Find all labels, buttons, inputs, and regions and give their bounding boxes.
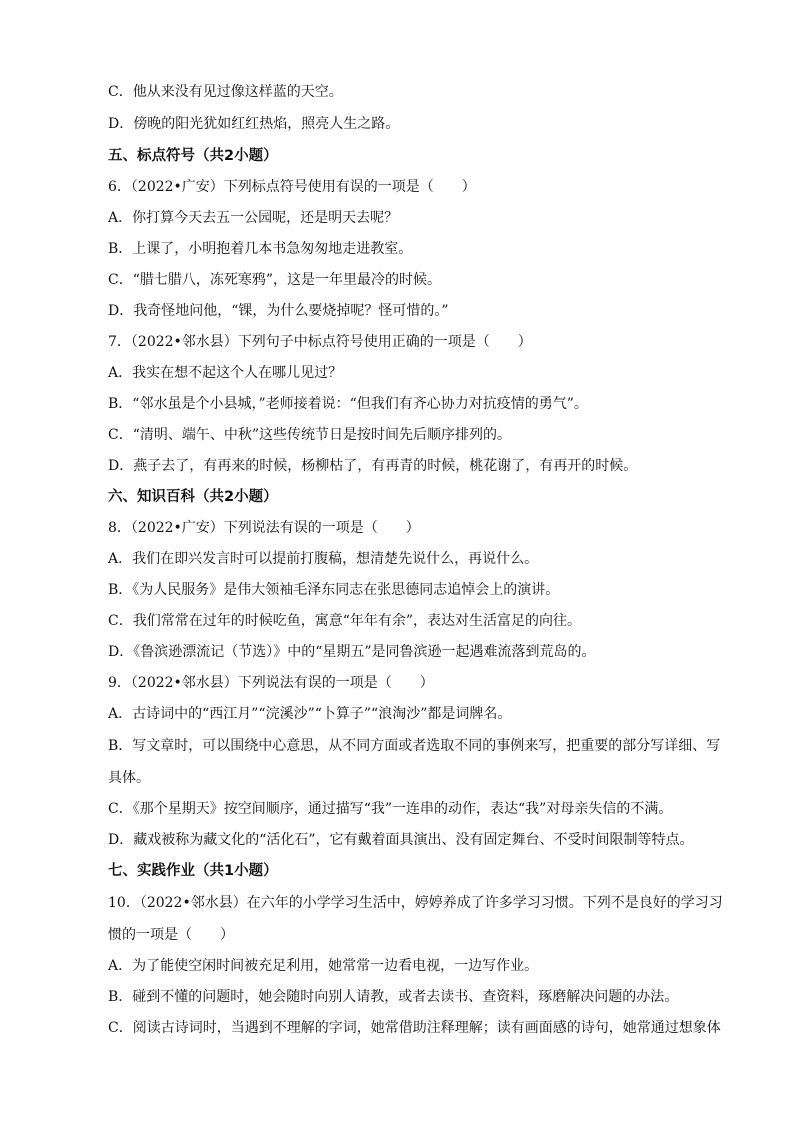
section-heading: 六、知识百科（共2小题） xyxy=(108,489,278,505)
option-line: D．傍晚的阳光犹如红红热焰，照亮人生之路。 xyxy=(108,116,400,132)
option-line: D．《鲁滨逊漂流记（节选）》中的“星期五”是同鲁滨逊一起遇难流落到荒岛的。 xyxy=(108,644,596,660)
option-line: A．古诗词中的“西江月”“浣溪沙”“卜算子”“浪淘沙”都是词牌名。 xyxy=(108,706,512,722)
question-line: 7．（2022•邻水县）下列句子中标点符号使用正确的一项是（ ） xyxy=(108,334,532,350)
section-heading: 五、标点符号（共2小题） xyxy=(108,148,278,164)
option-line: C．“清明、端午、中秋”这些传统节日是按时间先后顺序排列的。 xyxy=(108,427,512,443)
option-line: A．为了能使空闲时间被充足利用，她常常一边看电视，一边写作业。 xyxy=(108,958,539,974)
option-line: C．他从来没有见过像这样蓝的天空。 xyxy=(108,84,343,100)
option-line: C．“腊七腊八，冻死寒鸦”，这是一年里最冷的时候。 xyxy=(108,272,442,288)
question-line: 9．（2022•邻水县）下列说法有误的一项是（ ） xyxy=(108,675,434,691)
question-line: 6．（2022•广安）下列标点符号使用有误的一项是（ ） xyxy=(108,179,476,195)
option-line: C．阅读古诗词时，当遇到不理解的字词，她常借助注释理解；读有画面感的诗句，她常通过想象体 xyxy=(108,1020,721,1036)
option-line: A．我实在想不起这个人在哪儿见过？ xyxy=(108,365,343,381)
option-line: C．《那个星期天》按空间顺序，通过描写“我”一连串的动作，表达“我”对母亲失信的不满。 xyxy=(108,801,673,817)
option-line: B．《为人民服务》是伟大领袖毛泽东同志在张思德同志追悼会上的演讲。 xyxy=(108,582,560,598)
continuation-line: 惯的一项是（ ） xyxy=(108,927,234,943)
option-line: B．上课了，小明抱着几本书急匆匆地走进教室。 xyxy=(108,241,413,257)
question-line: 10．（2022•邻水县）在六年的小学学习生活中，婷婷养成了许多学习习惯。下列不是良好的学习习 xyxy=(108,895,723,911)
option-line: A．我们在即兴发言时可以提前打腹稿，想清楚先说什么，再说什么。 xyxy=(108,551,539,567)
option-line: B．写文章时，可以围绕中心意思，从不同方面或者选取不同的事例来写，把重要的部分写详细、写 xyxy=(108,738,721,754)
option-line: D．燕子去了，有再来的时候，杨柳枯了，有再青的时候，桃花谢了，有再开的时候。 xyxy=(108,458,638,474)
option-line: C．我们常常在过年的时候吃鱼，寓意“年年有余”，表达对生活富足的向往。 xyxy=(108,613,582,629)
section-heading: 七、实践作业（共1小题） xyxy=(108,863,278,879)
option-line: B．碰到不懂的问题时，她会随时向别人请教，或者去读书、查资料，琢磨解决问题的办法。 xyxy=(108,989,679,1005)
option-line: B．“邻水虽是个小县城，”老师接着说：“但我们有齐心协力对抗疫情的勇气”。 xyxy=(108,396,588,412)
option-line: D．我奇怪地问他，“锞，为什么要烧掉呢？怪可惜的。” xyxy=(108,303,449,319)
question-line: 8．（2022•广安）下列说法有误的一项是（ ） xyxy=(108,520,420,536)
option-line: D．藏戏被称为藏文化的“活化石”，它有戴着面具演出、没有固定舞台、不受时间限制等特点。 xyxy=(108,832,694,848)
continuation-line: 具体。 xyxy=(108,770,150,786)
option-line: A．你打算今天去五一公园呢，还是明天去呢？ xyxy=(108,210,399,226)
